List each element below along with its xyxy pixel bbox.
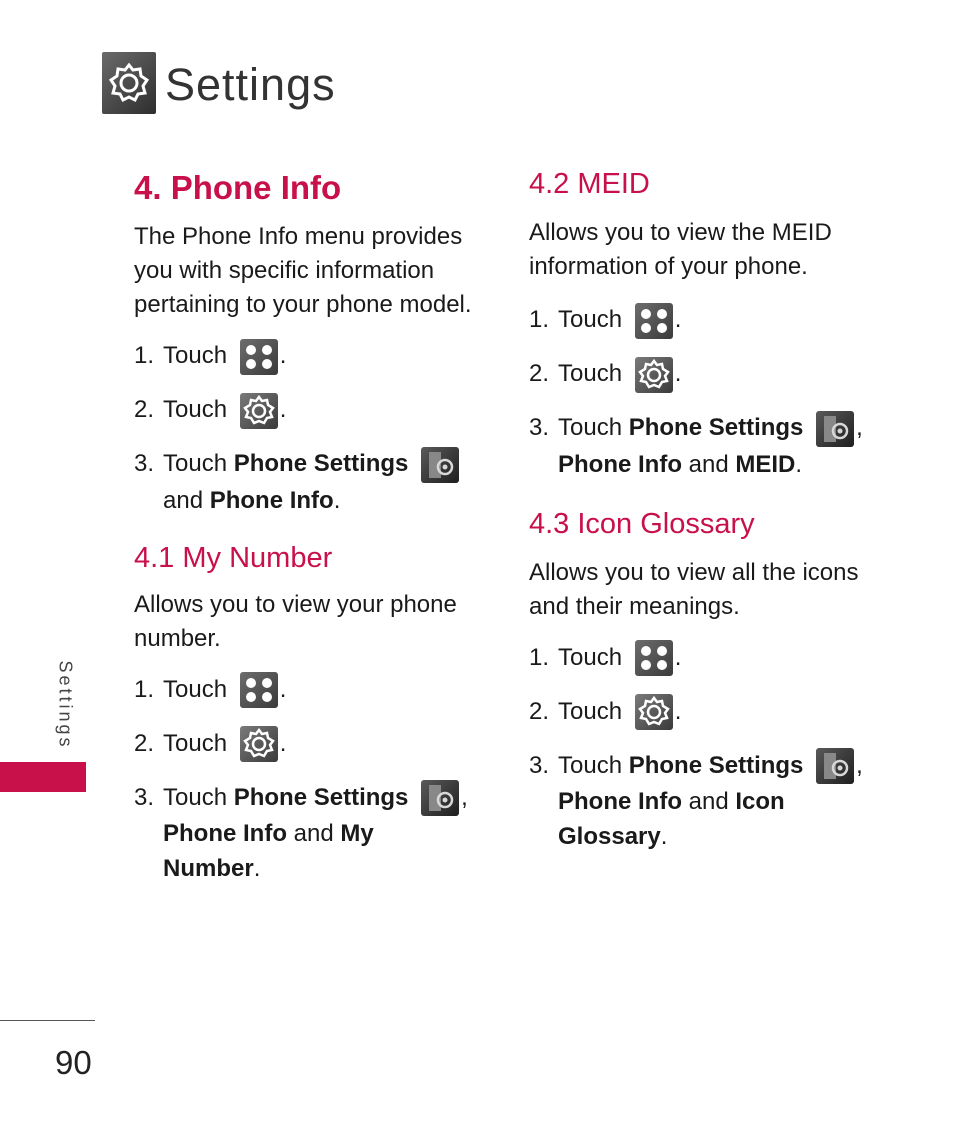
left-column [134,166,474,886]
icon-glossary-intro: Allows you to view all the icons and their meanings. [529,558,859,620]
meid-intro: Allows you to view the MEID information of your phone. [529,219,832,280]
step-3: 3. Touch Phone Settings , Phone Info and My Number. [134,780,474,887]
phone-settings-icon[interactable] [816,748,854,784]
footer-divider [0,1020,95,1021]
section-heading-my-number: 4.1 My Number [134,541,333,574]
step-2: 2. Touch . [529,356,869,410]
section-heading-meid: 4.2 MEID [529,168,650,200]
step-3: 3. Touch Phone Settings , Phone Info and Icon Glossary. [529,748,869,855]
phone-info-intro: The Phone Info menu provides you with specific information pertaining to your phone model. [134,223,472,318]
step-1: 1. Touch . [134,338,474,392]
step-2: 2. Touch . [134,726,474,780]
menu-icon[interactable] [240,672,278,708]
settings-gear-icon[interactable] [635,694,673,730]
phone-settings-icon[interactable] [816,411,854,447]
section-heading-phone-info: 4. Phone Info [134,169,342,206]
phone-info-steps [134,338,474,518]
menu-icon[interactable] [635,303,673,339]
right-column [529,166,869,854]
phone-settings-icon[interactable] [421,780,459,816]
step-3: 3. Touch Phone Settings and Phone Info. [134,446,474,518]
phone-settings-icon[interactable] [421,447,459,483]
section-heading-icon-glossary: 4.3 Icon Glossary [529,507,755,540]
settings-gear-icon[interactable] [240,726,278,762]
step-2: 2. Touch . [134,392,474,446]
step-3: 3. Touch Phone Settings , Phone Info and MEID. [529,410,869,482]
menu-icon[interactable] [240,339,278,375]
icon-glossary-steps [529,640,869,855]
step-1: 1. Touch . [529,302,869,356]
step-1: 1. Touch . [134,672,474,726]
my-number-intro: Allows you to view your phone number. [134,590,457,652]
header-gear-icon [102,52,156,114]
settings-gear-icon[interactable] [635,357,673,393]
my-number-steps [134,672,474,887]
meid-steps [529,302,869,482]
side-tab-bar [0,762,86,792]
page-title: Settings [165,59,336,110]
step-2: 2. Touch . [529,694,869,748]
page-number: 90 [55,1044,92,1081]
settings-gear-icon[interactable] [240,393,278,429]
menu-icon[interactable] [635,640,673,676]
side-tab-label: Settings [55,660,76,750]
step-1: 1. Touch . [529,640,869,694]
